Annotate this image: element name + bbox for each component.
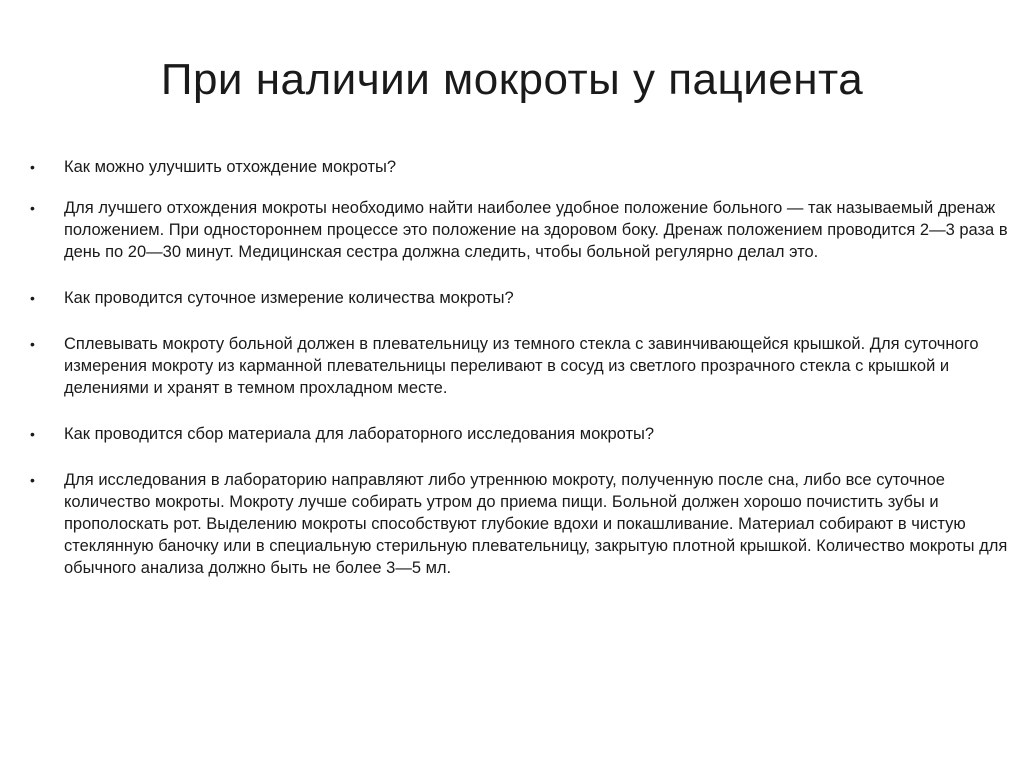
bullet-text: Для исследования в лабораторию направляют либо утреннюю мокроту, полученную после сна, либо все суточное количество мокроты. Мокроту лучше собирать утром до приема пищи. Больной должен хорошо почистить зубы и прополоскать рот. Выделению мокроты способствуют глубокие вдохи и покашливание. Материал собирают в чистую стеклянную баночку или в специальную стерильную плевательницу, закрытую плотной крышкой. Количество мокроты для обычного анализа должно быть не более 3—5 мл. [64, 471, 1008, 577]
bullet-dot: • [30, 426, 35, 442]
bullet-item-question-1 [30, 156, 1010, 178]
slide-title: При наличии мокроты у пациента [160, 55, 864, 104]
bullet-item-answer-1 [30, 197, 1010, 263]
bullet-text: Сплевывать мокроту больной должен в плевательницу из темного стекла с завинчивающейся крышкой. Для суточного измерения мокроту из карманной плевательницы переливают в сосуд из светлого прозрачного стекла с крышкой и делениями и хранят в темном прохладном месте. [64, 335, 979, 397]
bullet-text: Как проводится сбор материала для лабораторного исследования мокроты? [64, 425, 655, 443]
bullet-dot: • [30, 200, 35, 216]
bullet-text: Для лучшего отхождения мокроты необходимо найти наиболее удобное положение больного — так называемый дренаж положением. При одностороннем процессе это положение на здоровом боку. Дренаж положением проводится 2—3 раза в день по 20—30 минут. Медицинская сестра должна следить, чтобы больной регулярно делал это. [64, 199, 1008, 261]
bullet-text: Как можно улучшить отхождение мокроты? [64, 158, 397, 176]
bullet-item-answer-3 [30, 469, 1010, 579]
bullet-list [30, 156, 1010, 579]
bullet-item-question-3 [30, 423, 1010, 445]
bullet-dot: • [30, 290, 35, 306]
bullet-text: Как проводится суточное измерение количества мокроты? [64, 289, 514, 307]
bullet-item-question-2 [30, 287, 1010, 309]
bullet-item-answer-2 [30, 333, 1010, 399]
bullet-dot: • [30, 336, 35, 352]
bullet-dot: • [30, 159, 35, 175]
bullet-dot: • [30, 472, 35, 488]
